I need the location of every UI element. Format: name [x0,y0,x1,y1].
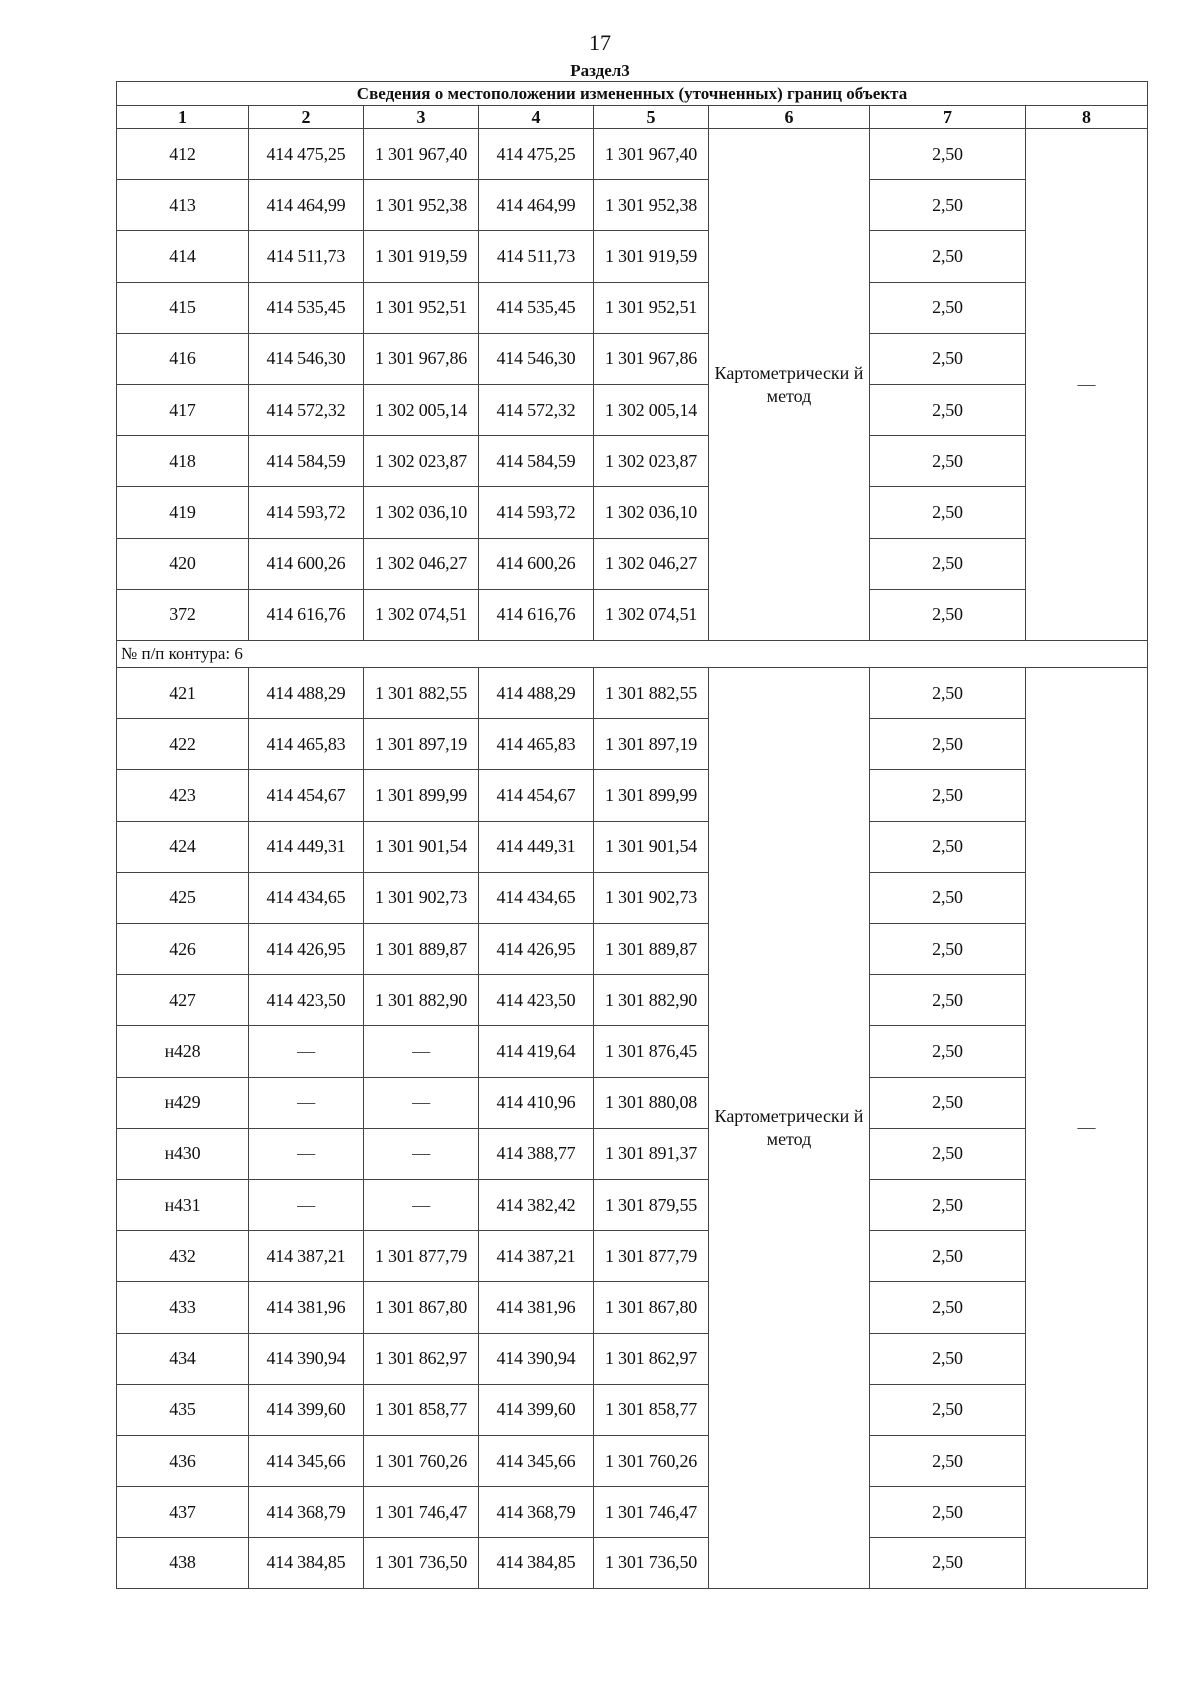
coordinate-cell: 1 301 882,55 [363,667,478,718]
coordinate-cell: 1 301 862,97 [593,1333,708,1384]
coordinate-cell: 414 368,79 [248,1486,363,1537]
coordinate-cell: 414 465,83 [478,718,593,769]
coordinate-cell: 414 535,45 [478,282,593,333]
coordinate-cell: 1 301 919,59 [593,230,708,281]
column-number-header: 8 [1025,105,1148,128]
coordinate-cell: 2,50 [869,1281,1025,1332]
note-cell: — [1025,128,1148,640]
coordinate-cell: 1 302 036,10 [593,486,708,537]
coordinate-cell: 414 464,99 [478,179,593,230]
coordinate-cell: 2,50 [869,1435,1025,1486]
coordinate-cell: 414 423,50 [248,974,363,1025]
contour-label: № п/п контура: 6 [116,640,1148,667]
coordinate-cell: 2,50 [869,282,1025,333]
coordinate-cell: 1 301 877,79 [593,1230,708,1281]
coordinate-cell: 2,50 [869,923,1025,974]
coordinate-cell: 414 572,32 [248,384,363,435]
boundary-coordinates-table [116,81,1148,1590]
coordinate-cell: 414 475,25 [478,128,593,179]
coordinate-cell: 414 584,59 [478,435,593,486]
coordinate-cell: 1 301 867,80 [363,1281,478,1332]
coordinate-cell: 1 301 899,99 [363,769,478,820]
coordinate-cell: 2,50 [869,435,1025,486]
coordinate-cell: 1 302 046,27 [593,538,708,589]
coordinate-cell: 414 593,72 [248,486,363,537]
coordinate-cell: 1 301 760,26 [593,1435,708,1486]
coordinate-cell: — [363,1179,478,1230]
coordinate-cell: 414 426,95 [248,923,363,974]
coordinate-cell: 1 301 919,59 [363,230,478,281]
coordinate-cell: 414 464,99 [248,179,363,230]
coordinate-cell: 414 368,79 [478,1486,593,1537]
coordinate-cell: — [248,1179,363,1230]
coordinate-cell: 1 302 074,51 [593,589,708,640]
coordinate-cell: 1 301 858,77 [593,1384,708,1435]
coordinate-cell: 1 301 967,40 [363,128,478,179]
coordinate-cell: 414 381,96 [478,1281,593,1332]
coordinate-cell: 1 301 858,77 [363,1384,478,1435]
point-number-cell: 433 [116,1281,248,1332]
coordinate-cell: 1 301 882,90 [363,974,478,1025]
coordinate-cell: 1 301 901,54 [363,821,478,872]
coordinate-cell: 414 384,85 [478,1537,593,1588]
coordinate-cell: 414 449,31 [478,821,593,872]
point-number-cell: 427 [116,974,248,1025]
coordinate-cell: 1 301 952,51 [363,282,478,333]
coordinate-cell: 1 301 889,87 [593,923,708,974]
coordinate-cell: 414 593,72 [478,486,593,537]
coordinate-cell: 1 301 891,37 [593,1128,708,1179]
table-title: Сведения о местоположении измененных (уточненных) границ объекта [116,81,1148,105]
coordinate-cell: 1 301 736,50 [593,1537,708,1588]
coordinate-cell: — [248,1077,363,1128]
point-number-cell: 424 [116,821,248,872]
coordinate-cell: 414 434,65 [248,872,363,923]
point-number-cell: 423 [116,769,248,820]
coordinate-cell: 414 399,60 [248,1384,363,1435]
coordinate-cell: 2,50 [869,538,1025,589]
coordinate-cell: 2,50 [869,769,1025,820]
coordinate-cell: 414 419,64 [478,1025,593,1076]
point-number-cell: 434 [116,1333,248,1384]
point-number-cell: 437 [116,1486,248,1537]
coordinate-cell: 1 301 746,47 [593,1486,708,1537]
point-number-cell: 372 [116,589,248,640]
coordinate-cell: 414 454,67 [248,769,363,820]
coordinate-cell: 2,50 [869,872,1025,923]
point-number-cell: 412 [116,128,248,179]
point-number-cell: 416 [116,333,248,384]
coordinate-cell: 414 616,76 [248,589,363,640]
coordinate-cell: 414 488,29 [248,667,363,718]
column-number-header: 2 [248,105,363,128]
coordinate-cell: 2,50 [869,1179,1025,1230]
coordinate-cell: 2,50 [869,718,1025,769]
page-number: 17 [589,30,611,55]
coordinate-cell: 414 546,30 [478,333,593,384]
coordinate-cell: 414 434,65 [478,872,593,923]
coordinate-cell: 1 302 005,14 [593,384,708,435]
point-number-cell: 432 [116,1230,248,1281]
coordinate-cell: 414 410,96 [478,1077,593,1128]
coordinate-cell: 414 390,94 [248,1333,363,1384]
column-number-header: 5 [593,105,708,128]
coordinate-cell: 1 301 897,19 [363,718,478,769]
coordinate-cell: 414 387,21 [478,1230,593,1281]
coordinate-cell: — [248,1128,363,1179]
coordinate-cell: 414 600,26 [478,538,593,589]
coordinate-cell: 2,50 [869,1128,1025,1179]
coordinate-cell: 414 388,77 [478,1128,593,1179]
coordinate-cell: 1 301 897,19 [593,718,708,769]
coordinate-cell: 1 302 005,14 [363,384,478,435]
coordinate-cell: 414 600,26 [248,538,363,589]
coordinate-cell: 2,50 [869,1537,1025,1588]
coordinate-cell: 2,50 [869,821,1025,872]
coordinate-cell: 1 302 046,27 [363,538,478,589]
point-number-cell: 415 [116,282,248,333]
column-number-header: 6 [708,105,869,128]
coordinate-cell: 2,50 [869,1384,1025,1435]
coordinate-cell: — [248,1025,363,1076]
coordinate-cell: 414 572,32 [478,384,593,435]
coordinate-cell: 1 301 967,40 [593,128,708,179]
coordinate-cell: 414 454,67 [478,769,593,820]
coordinate-cell: 414 390,94 [478,1333,593,1384]
coordinate-cell: 1 301 736,50 [363,1537,478,1588]
coordinate-cell: 1 302 023,87 [363,435,478,486]
coordinate-cell: 414 511,73 [478,230,593,281]
coordinate-cell: 2,50 [869,1025,1025,1076]
coordinate-cell: 2,50 [869,667,1025,718]
coordinate-cell: 1 301 760,26 [363,1435,478,1486]
column-number-header: 4 [478,105,593,128]
coordinate-cell: 1 301 746,47 [363,1486,478,1537]
coordinate-cell: 414 475,25 [248,128,363,179]
point-number-cell: 421 [116,667,248,718]
point-number-cell: 419 [116,486,248,537]
coordinate-cell: — [363,1077,478,1128]
coordinate-cell: 414 465,83 [248,718,363,769]
method-cell: Картометрически й метод [708,667,869,1589]
coordinate-cell: 1 302 036,10 [363,486,478,537]
coordinate-cell: 2,50 [869,1230,1025,1281]
coordinate-cell: 1 301 880,08 [593,1077,708,1128]
point-number-cell: 438 [116,1537,248,1588]
coordinate-cell: 1 302 074,51 [363,589,478,640]
coordinate-cell: 1 301 862,97 [363,1333,478,1384]
coordinate-cell: 1 301 899,99 [593,769,708,820]
coordinate-cell: 1 301 902,73 [593,872,708,923]
coordinate-cell: 2,50 [869,384,1025,435]
coordinate-cell: 1 301 879,55 [593,1179,708,1230]
coordinate-cell: 1 302 023,87 [593,435,708,486]
point-number-cell: 422 [116,718,248,769]
point-number-cell: 414 [116,230,248,281]
coordinate-cell: 2,50 [869,1333,1025,1384]
section-title: Раздел3 [570,61,630,80]
coordinate-cell: 1 301 882,90 [593,974,708,1025]
coordinate-cell: 1 301 877,79 [363,1230,478,1281]
coordinate-cell: 414 345,66 [478,1435,593,1486]
coordinate-cell: 2,50 [869,179,1025,230]
coordinate-cell: 2,50 [869,230,1025,281]
coordinate-cell: 1 301 952,38 [363,179,478,230]
coordinate-cell: 414 488,29 [478,667,593,718]
coordinate-cell: 1 301 967,86 [593,333,708,384]
point-number-cell: н429 [116,1077,248,1128]
coordinate-cell: 414 449,31 [248,821,363,872]
point-number-cell: 420 [116,538,248,589]
coordinate-cell: 414 345,66 [248,1435,363,1486]
coordinate-cell: 2,50 [869,589,1025,640]
point-number-cell: 413 [116,179,248,230]
coordinate-cell: 2,50 [869,333,1025,384]
point-number-cell: 426 [116,923,248,974]
coordinate-cell: 414 584,59 [248,435,363,486]
coordinate-cell: 414 546,30 [248,333,363,384]
point-number-cell: 418 [116,435,248,486]
point-number-cell: 417 [116,384,248,435]
coordinate-cell: 414 423,50 [478,974,593,1025]
column-number-header: 3 [363,105,478,128]
coordinate-cell: 2,50 [869,1077,1025,1128]
coordinate-cell: 2,50 [869,974,1025,1025]
coordinate-cell: 1 301 876,45 [593,1025,708,1076]
coordinate-cell: 414 399,60 [478,1384,593,1435]
point-number-cell: н431 [116,1179,248,1230]
point-number-cell: 425 [116,872,248,923]
coordinate-cell: 1 301 967,86 [363,333,478,384]
method-cell: Картометрически й метод [708,128,869,640]
column-number-header: 1 [116,105,248,128]
column-number-header: 7 [869,105,1025,128]
coordinate-cell: 1 301 882,55 [593,667,708,718]
note-cell: — [1025,667,1148,1589]
point-number-cell: н428 [116,1025,248,1076]
point-number-cell: 436 [116,1435,248,1486]
coordinate-cell: 414 511,73 [248,230,363,281]
coordinate-cell: 414 384,85 [248,1537,363,1588]
coordinate-cell: 1 301 902,73 [363,872,478,923]
coordinate-cell: 2,50 [869,1486,1025,1537]
coordinate-cell: 414 426,95 [478,923,593,974]
coordinate-cell: 414 382,42 [478,1179,593,1230]
coordinate-cell: 1 301 901,54 [593,821,708,872]
coordinate-cell: 1 301 952,51 [593,282,708,333]
coordinate-cell: 414 381,96 [248,1281,363,1332]
coordinate-cell: 1 301 952,38 [593,179,708,230]
coordinate-cell: 414 616,76 [478,589,593,640]
coordinate-cell: 414 535,45 [248,282,363,333]
coordinate-cell: 414 387,21 [248,1230,363,1281]
coordinate-cell: 1 301 889,87 [363,923,478,974]
coordinate-cell: — [363,1128,478,1179]
coordinate-cell: 1 301 867,80 [593,1281,708,1332]
coordinate-cell: 2,50 [869,486,1025,537]
coordinate-cell: — [363,1025,478,1076]
point-number-cell: 435 [116,1384,248,1435]
coordinate-cell: 2,50 [869,128,1025,179]
point-number-cell: н430 [116,1128,248,1179]
